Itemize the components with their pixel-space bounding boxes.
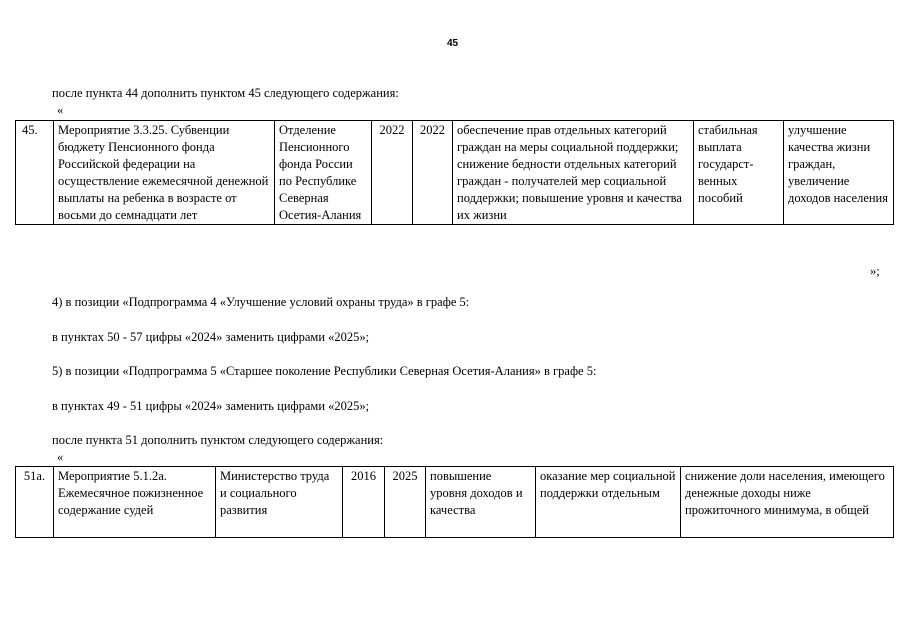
intro-paragraph-2: после пункта 51 дополнить пунктом следующего содержания: bbox=[52, 433, 384, 447]
paragraph-4-change: в пунктах 50 - 57 цифры «2024» заменить цифрами «2025»; bbox=[52, 330, 370, 344]
event-cell: Мероприятие 3.3.25. Субвенции бюджету Пенсионного фонда Российской федерации на осуществление ежемесячной денежной выплаты на ребенка в возрасте от восьми до семнадцати лет bbox=[54, 121, 275, 225]
start-year-cell: 2016 bbox=[343, 467, 385, 538]
executor-cell: Отделение Пенсионного фонда России по Республике Северная Осетия-Алания bbox=[275, 121, 372, 225]
paragraph-4: 4) в позиции «Подпрограмма 4 «Улучшение условий охраны труда» в графе 5: bbox=[52, 295, 470, 309]
indicator-cell: стабильная выплата государст-венных пособий bbox=[694, 121, 784, 225]
paragraph-5-change: в пунктах 49 - 51 цифры «2024» заменить цифрами «2025»; bbox=[52, 399, 370, 413]
start-year-cell: 2022 bbox=[372, 121, 413, 225]
results-cell: обеспечение прав отдельных категорий граждан на меры социальной поддержки; снижение бедности отдельных категорий граждан - получателей мер социальной поддержки; повышение уровня и качества их жизни bbox=[453, 121, 694, 225]
end-year-cell: 2025 bbox=[385, 467, 426, 538]
table-row bbox=[16, 121, 894, 225]
goal-cell: улучшение качества жизни граждан, увеличение доходов населения bbox=[784, 121, 894, 225]
row-number-cell: 51а. bbox=[16, 467, 54, 538]
table-row bbox=[16, 467, 894, 538]
goal-cell: снижение доли населения, имеющего денежные доходы ниже прожиточного минимума, в общей bbox=[681, 467, 894, 538]
end-year-cell: 2022 bbox=[413, 121, 453, 225]
opening-quote-1: « bbox=[57, 103, 64, 117]
opening-quote-2: « bbox=[57, 450, 64, 464]
row-number-cell: 45. bbox=[16, 121, 54, 225]
results-cell: повышение уровня доходов и качества bbox=[426, 467, 536, 538]
event-cell: Мероприятие 5.1.2а. Ежемесячное пожизненное содержание судей bbox=[54, 467, 216, 538]
closing-quote: »; bbox=[870, 264, 880, 278]
program-table-row-45 bbox=[15, 120, 894, 225]
executor-cell: Министерство труда и социального развития bbox=[216, 467, 343, 538]
page-number: 45 bbox=[446, 38, 459, 49]
intro-paragraph-1: после пункта 44 дополнить пунктом 45 следующего содержания: bbox=[52, 86, 399, 100]
program-table-row-51a bbox=[15, 466, 894, 538]
paragraph-5: 5) в позиции «Подпрограмма 5 «Старшее поколение Республики Северная Осетия-Алания» в графе 5: bbox=[52, 364, 597, 378]
indicator-cell: оказание мер социальной поддержки отдельным bbox=[536, 467, 681, 538]
